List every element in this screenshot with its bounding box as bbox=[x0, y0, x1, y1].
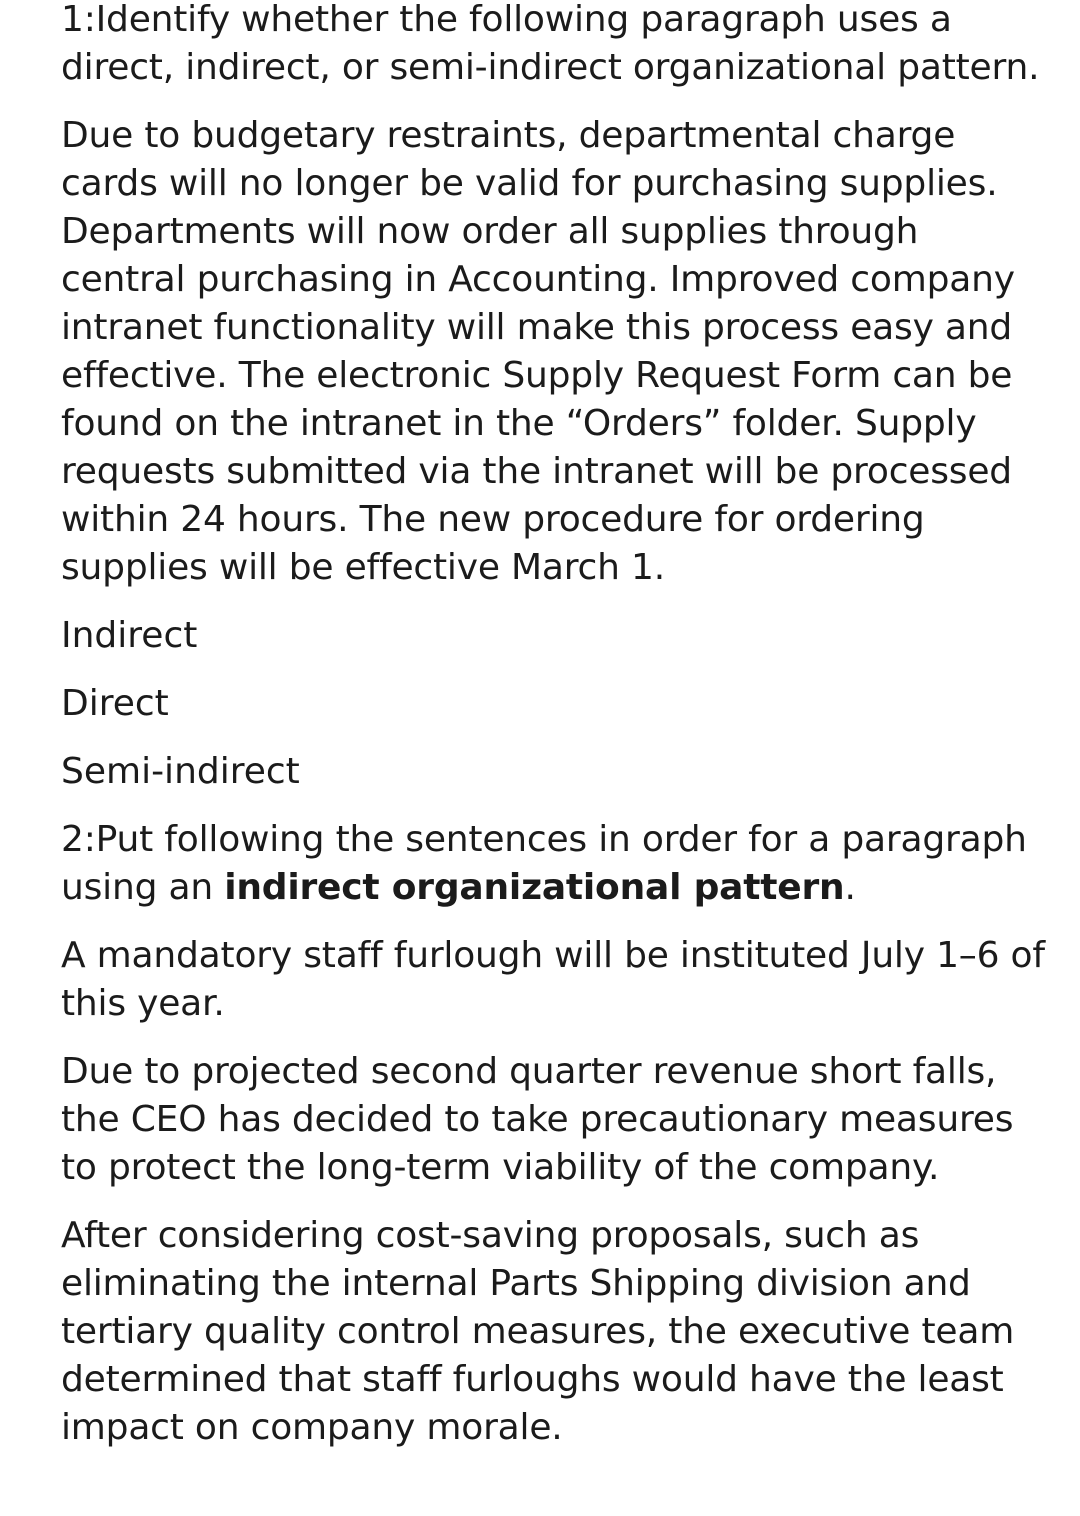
option-indirect[interactable]: Indirect bbox=[61, 615, 198, 656]
sentence-item[interactable]: Due to projected second quarter revenue short falls, the CEO has decided to take precautionary measures to protect the long-term viability of the company. bbox=[61, 1051, 1014, 1188]
sentence-item[interactable]: A mandatory staff furlough will be instituted July 1–6 of this year. bbox=[61, 935, 1045, 1024]
option-semi-indirect[interactable]: Semi-indirect bbox=[61, 751, 300, 792]
document-content bbox=[61, 0, 1051, 1452]
question-2-prompt-text: 2:Put following the sentences in order for a paragraph using an bbox=[61, 819, 1027, 908]
sentence-item[interactable]: After considering cost-saving proposals, such as eliminating the internal Parts Shipping division and tertiary quality control measures, the executive team determined that staff furloughs would have the least impact on company morale. bbox=[61, 1215, 1015, 1448]
option-direct[interactable]: Direct bbox=[61, 683, 169, 724]
question-2-prompt-end: . bbox=[844, 867, 856, 908]
question-1-passage: Due to budgetary restraints, departmental charge cards will no longer be valid for purchasing supplies. Departments will now order all supplies through central purchasing in Accounting. Improved company intranet functionality will make this process easy and effective. The electronic Supply Request Form can be found on the intranet in the “Orders” folder. Supply requests submitted via the intranet will be processed within 24 hours. The new procedure for ordering supplies will be effective March 1. bbox=[61, 115, 1015, 588]
question-2-prompt-emphasis: indirect organizational pattern bbox=[224, 867, 845, 908]
question-1-prompt: 1:Identify whether the following paragraph uses a direct, indirect, or semi-indirect organizational pattern. bbox=[61, 0, 1040, 88]
question-2-prompt bbox=[61, 816, 1051, 912]
